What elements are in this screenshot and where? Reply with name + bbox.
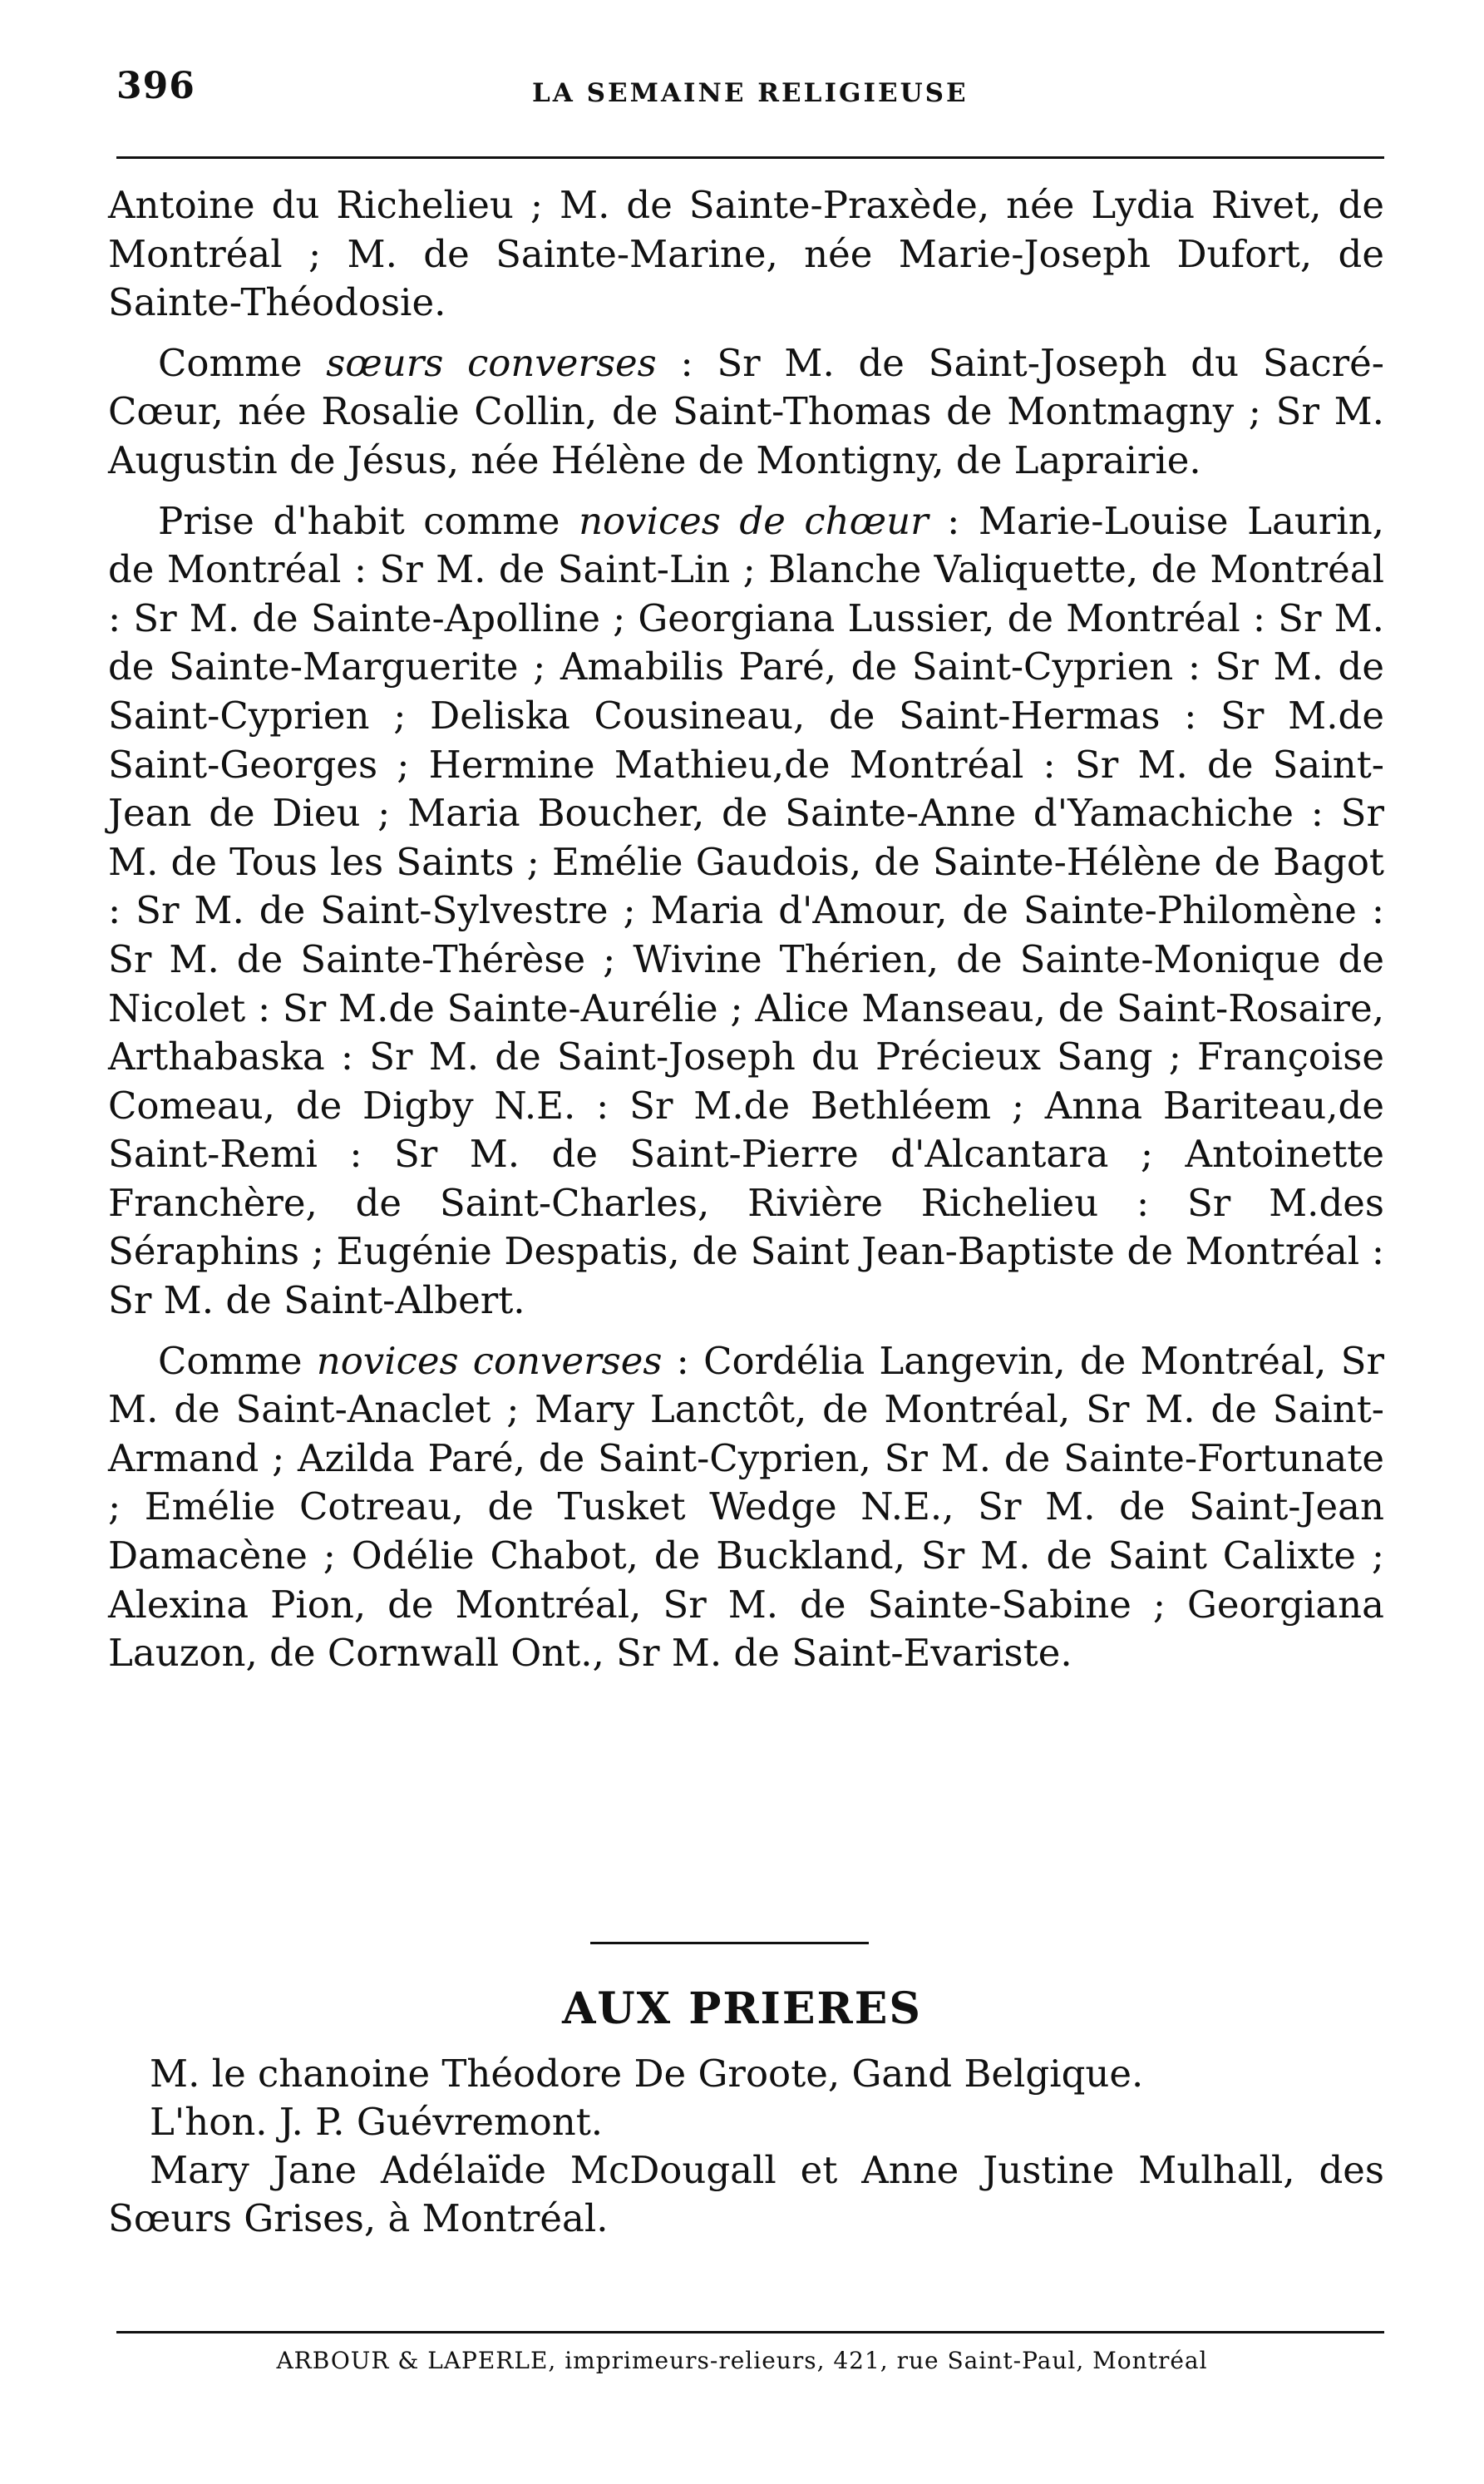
paragraph-choir-novices — [108, 497, 1384, 1326]
prayer-item: L'hon. J. P. Guévremont. — [150, 2100, 604, 2144]
paragraph-intro: Comme — [158, 1338, 317, 1383]
header-rule — [116, 156, 1384, 159]
prayer-item: Mary Jane Adélaïde McDougall et Anne Justine Mulhall, des Sœurs Grises, à Montréal. — [108, 2148, 1384, 2240]
paragraph-lay-sisters — [108, 339, 1384, 486]
paragraph-label: novices converses — [316, 1338, 663, 1383]
page-header — [116, 65, 1380, 131]
body-text — [108, 181, 1384, 1690]
printer-imprint: ARBOUR & LAPERLE, imprimeurs-relieurs, 421, rue Saint-Paul, Montréal — [276, 2347, 1208, 2374]
footer-rule — [116, 2331, 1384, 2333]
paragraph-intro: Prise d'habit comme — [158, 498, 579, 543]
paragraph-text: : Marie-Louise Laurin, de Montréal : Sr M. de Saint-Lin ; Blanche Valiquette, de Montréal : Sr M. de Sainte-Apolline ; Georgiana Lussier, de Montréal : Sr M. de Sainte-Marguerite ; Amabilis Paré, de Saint-Cyprien : Sr M. de Saint-Cyprien ; Deliska Cousineau, de Saint-Hermas : Sr M.de Saint-Georges ; Hermine Mathieu,de Montréal : Sr M. de Saint-Jean de Dieu ; Maria Boucher, de Sainte-Anne d'Yamachiche : Sr M. de Tous les Saints ; Emélie Gaudois, de Sainte-Hélène de Bagot : Sr M. de Saint-Sylvestre ; Maria d'Amour, de Sainte-Philomène : Sr M. de Sainte-Thérèse ; Wivine Thérien, de Sainte-Monique de Nicolet : Sr M.de Sainte-Aurélie ; Alice Manseau, de Saint-Rosaire, Arthabaska : Sr M. de Saint-Joseph du Précieux Sang ; Françoise Comeau, de Digby N.E. : Sr M.de Bethléem ; Anna Bariteau,de Saint-Remi : Sr M. de Saint-Pierre d'Alcantara ; Antoinette Franchère, de Saint-Charles, Rivière Richelieu : Sr M.des Séraphins ; Eugénie Despatis, de Saint Jean-Baptiste de Montréal : Sr M. de Saint-Albert. — [108, 498, 1384, 1323]
paragraph-label: sœurs converses — [326, 340, 657, 385]
section-divider — [590, 1942, 869, 1944]
running-head: LA SEMAINE RELIGIEUSE — [532, 78, 969, 108]
page-number: 396 — [116, 65, 195, 107]
paragraph-continuation: Antoine du Richelieu ; M. de Sainte-Praxède, née Lydia Rivet, de Montréal ; M. de Sainte-Marine, née Marie-Joseph Dufort, de Sainte-Théodosie. — [108, 183, 1384, 325]
prayer-list — [108, 2050, 1384, 2243]
section-title: AUX PRIERES — [562, 1983, 922, 2034]
prayer-item: M. le chanoine Théodore De Groote, Gand Belgique. — [150, 2052, 1144, 2096]
paragraph-text: : Cordélia Langevin, de Montréal, Sr M. de Saint-Anaclet ; Mary Lanctôt, de Montréal, Sr M. de Saint-Armand ; Azilda Paré, de Saint-Cyprien, Sr M. de Sainte-Fortunate ; Emélie Cotreau, de Tusket Wedge N.E., Sr M. de Saint-Jean Damacène ; Odélie Chabot, de Buckland, Sr M. de Saint Calixte ; Alexina Pion, de Montréal, Sr M. de Sainte-Sabine ; Georgiana Lauzon, de Cornwall Ont., Sr M. de Saint-Evariste. — [108, 1338, 1384, 1676]
paragraph-intro: Comme — [158, 340, 327, 385]
paragraph-label: novices de chœur — [579, 498, 929, 543]
paragraph-text: : Sr M. de Saint-Joseph du Sacré-Cœur, née Rosalie Collin, de Saint-Thomas de Montmagny ; Sr M. Augustin de Jésus, née Hélène de Montigny, de Laprairie. — [108, 340, 1385, 482]
paragraph-lay-novices — [108, 1337, 1384, 1678]
